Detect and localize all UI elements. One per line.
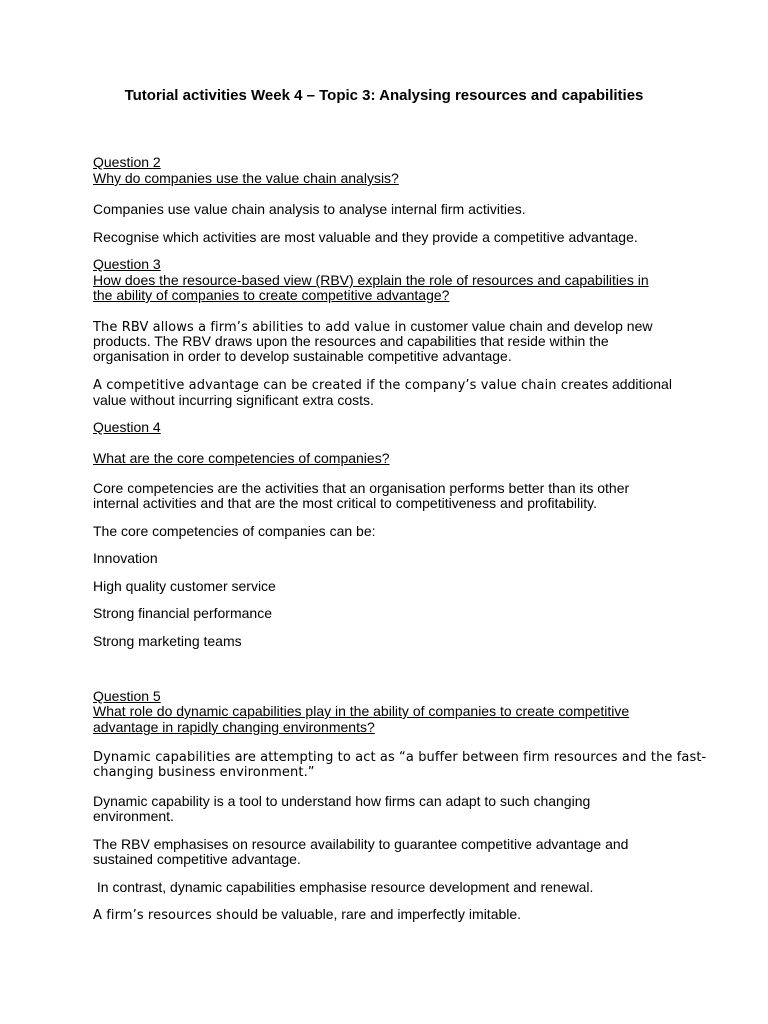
- list-item: High quality customer service: [93, 578, 276, 594]
- question-3-label: Question 3: [93, 256, 161, 272]
- list-item: Strong marketing teams: [93, 633, 242, 649]
- list-item: Strong financial performance: [93, 605, 272, 621]
- question-2-text: Why do companies use the value chain analysis?: [93, 170, 399, 186]
- answer-2-segment-a: A competitive advantage can be created if the company’s value chain crea: [93, 378, 590, 393]
- answer-1-segment-b: customer value chain and develop new: [406, 318, 653, 334]
- question-4-text: What are the core competencies of companies?: [93, 450, 390, 466]
- question-4-definition-line-2: internal activities and that are the most critical to competitiveness and profitability.: [93, 495, 597, 511]
- question-2-label: Question 2: [93, 154, 161, 170]
- answer-1-segment-a: The RBV allows a firm’s abilities to add value in: [93, 320, 407, 335]
- question-3-answer-2-line-2: value without incurring significant extra costs.: [93, 392, 374, 408]
- question-4-definition-line-1: Core competencies are the activities that an organisation performs better than its other: [93, 480, 630, 496]
- question-4-label: Question 4: [93, 419, 161, 435]
- question-4-intro: The core competencies of companies can be:: [93, 523, 376, 539]
- question-5-text-line-2: advantage in rapidly changing environments?: [93, 719, 375, 735]
- question-5-rbv-line-2: sustained competitive advantage.: [93, 851, 301, 867]
- question-5-text-line-1: What role do dynamic capabilities play in the ability of companies to create competitive: [93, 703, 630, 719]
- question-5-quote-line-1: Dynamic capabilities are attempting to act as “a buffer between firm resources and the fast-: [93, 750, 707, 765]
- final-segment-a: A firm’s resources sho: [93, 908, 240, 923]
- question-5-final-statement: [93, 906, 673, 924]
- question-5-tool-line-2: environment.: [93, 808, 174, 824]
- question-5-label: Question 5: [93, 688, 161, 704]
- list-item: Innovation: [93, 550, 158, 566]
- answer-2-segment-b: tes additional: [589, 376, 672, 392]
- question-3-text-line-1: How does the resource-based view (RBV) explain the role of resources and capabilities in: [93, 272, 649, 288]
- question-3-text-line-2: the ability of companies to create competitive advantage?: [93, 287, 450, 303]
- question-3-answer-1-line-3: organisation in order to develop sustainable competitive advantage.: [93, 348, 512, 364]
- question-5-contrast: In contrast, dynamic capabilities emphasise resource development and renewal.: [93, 879, 594, 895]
- question-5-quote-line-2: changing business environment.”: [93, 765, 315, 780]
- question-2-answer-1: Companies use value chain analysis to analyse internal firm activities.: [93, 201, 526, 217]
- question-3-answer-1-line-2: products. The RBV draws upon the resources and capabilities that reside within the: [93, 333, 609, 349]
- question-5-rbv-line-1: The RBV emphasises on resource availability to guarantee competitive advantage and: [93, 836, 629, 852]
- question-2-answer-2: Recognise which activities are most valuable and they provide a competitive advantage.: [93, 229, 638, 245]
- final-segment-b: uld be valuable, rare and imperfectly imitable.: [239, 906, 522, 922]
- page-title: Tutorial activities Week 4 – Topic 3: Analysing resources and capabilities: [124, 87, 644, 104]
- question-5-tool-line-1: Dynamic capability is a tool to understand how firms can adapt to such changing: [93, 793, 591, 809]
